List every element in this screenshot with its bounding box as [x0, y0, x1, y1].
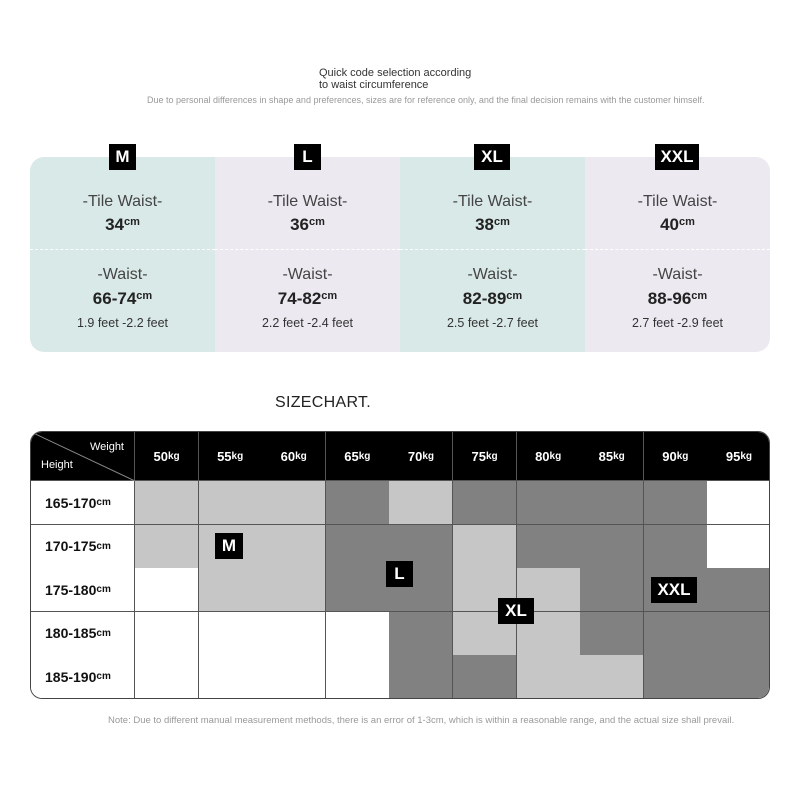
weight-value: 65 [344, 448, 359, 464]
size-cell [644, 612, 708, 656]
weight-header [707, 432, 770, 481]
size-cell [389, 612, 453, 656]
size-card-m [30, 157, 215, 352]
tile-waist-label: -Tile Waist- [267, 193, 348, 210]
weight-unit: kg [295, 450, 307, 462]
size-cell [199, 612, 263, 656]
table-corner-header [31, 432, 135, 481]
chart-size-badge-m: M [215, 533, 243, 559]
chart-size-badge-l: L [386, 561, 413, 587]
tile-waist-label: -Tile Waist- [452, 193, 533, 210]
size-cell [262, 481, 326, 525]
waist-label: -Waist- [282, 266, 333, 283]
weight-unit: kg [549, 450, 562, 462]
chart-size-badge-xxl: XXL [651, 577, 697, 603]
height-unit: cm [96, 497, 111, 509]
height-unit: cm [96, 627, 111, 639]
height-header [31, 525, 135, 569]
weight-header [262, 432, 326, 481]
size-cell [580, 655, 644, 699]
weight-value: 90 [662, 448, 677, 464]
weight-unit: kg [613, 450, 625, 462]
waist-feet: 2.2 feet -2.4 feet [261, 316, 354, 330]
size-chart-table [30, 431, 770, 699]
waist-feet: 2.5 feet -2.7 feet [446, 316, 539, 330]
size-chart-title: SIZECHART. [275, 394, 372, 411]
size-cell [199, 568, 263, 612]
weight-unit: kg [231, 450, 244, 462]
weight-value: 80 [535, 448, 550, 464]
waist-value: $82-89^{cm}$ [462, 289, 523, 308]
weight-header [644, 432, 708, 481]
tile-waist-value: $40^{cm}$ [660, 215, 695, 234]
divider [30, 249, 215, 250]
size-cell [644, 525, 708, 569]
weight-header [453, 432, 517, 481]
size-cell [707, 525, 770, 569]
height-header [31, 481, 135, 525]
tile-waist-value: $34^{cm}$ [105, 215, 140, 234]
divider [585, 249, 770, 250]
weight-unit: kg [358, 450, 371, 462]
height-range: 175-180 [45, 581, 97, 598]
size-cell [135, 525, 199, 569]
waist-feet: 1.9 feet -2.2 feet [76, 316, 169, 330]
weight-value: 60 [280, 448, 296, 464]
height-range: 170-175 [45, 538, 97, 555]
size-cell [453, 525, 517, 569]
intro-title: Quick code selection according to waist circumference [319, 67, 472, 91]
height-range: 165-170 [45, 494, 97, 511]
waist-size-panel [30, 157, 770, 352]
diagonal-line [31, 432, 135, 481]
height-header [31, 568, 135, 612]
size-card-l [215, 157, 400, 352]
size-cell [326, 655, 390, 699]
size-cell [262, 655, 326, 699]
weight-header [199, 432, 263, 481]
weight-value: 70 [407, 448, 423, 464]
waist-feet: 2.7 feet -2.9 feet [631, 316, 724, 330]
weight-header [580, 432, 644, 481]
height-header [31, 655, 135, 699]
height-unit: cm [96, 584, 111, 596]
size-cell [135, 655, 199, 699]
intro-disclaimer: Due to personal differences in shape and preferences, sizes are for reference only, and the final decision remains with the customer himself. [147, 95, 705, 105]
size-cell [326, 525, 390, 569]
size-cell [453, 481, 517, 525]
weight-value: 95 [725, 448, 741, 464]
waist-label: -Waist- [652, 266, 703, 283]
height-header [31, 612, 135, 656]
size-cell [707, 481, 770, 525]
size-cell [580, 481, 644, 525]
waist-value: $74-82^{cm}$ [277, 289, 338, 308]
tile-waist-label: -Tile Waist- [82, 193, 163, 210]
weight-unit: kg [676, 450, 689, 462]
size-card-xxl [585, 157, 770, 352]
size-badge-xl: XL [474, 144, 510, 170]
height-unit: cm [96, 540, 111, 552]
size-cell [580, 525, 644, 569]
waist-label: -Waist- [467, 266, 518, 283]
size-cell [517, 655, 581, 699]
size-cell [580, 612, 644, 656]
size-cell [707, 655, 770, 699]
size-cell [326, 568, 390, 612]
size-cell [199, 481, 263, 525]
size-cell [262, 568, 326, 612]
chart-size-badge-xl: XL [498, 598, 534, 624]
height-range: 185-190 [45, 668, 97, 685]
size-cell [517, 481, 581, 525]
waist-label: -Waist- [97, 266, 148, 283]
size-cell [135, 481, 199, 525]
tile-waist-label: -Tile Waist- [637, 193, 718, 210]
weight-value: 75 [471, 448, 486, 464]
corner-height-label: Height [41, 459, 73, 471]
size-cell [707, 568, 770, 612]
tile-waist-value: $36^{cm}$ [290, 215, 325, 234]
size-cell [644, 655, 708, 699]
size-cell [517, 525, 581, 569]
weight-unit: kg [167, 450, 180, 462]
size-cell [580, 568, 644, 612]
divider [215, 249, 400, 250]
size-cell [262, 525, 326, 569]
height-unit: cm [96, 671, 111, 683]
measurement-note: Note: Due to different manual measurement methods, there is an error of 1-3cm, which is within a reasonable range, and the actual size shall prevail. [108, 715, 735, 726]
size-cell [707, 612, 770, 656]
size-badge-xxl: XXL [655, 144, 699, 170]
size-cell [389, 655, 453, 699]
weight-header [326, 432, 390, 481]
size-cell [389, 481, 453, 525]
size-cell [326, 612, 390, 656]
size-card-xl [400, 157, 585, 352]
corner-weight-label: Weight [89, 441, 124, 453]
size-cell [135, 568, 199, 612]
size-badge-m: M [109, 144, 136, 170]
size-cell [644, 481, 708, 525]
tile-waist-value: $38^{cm}$ [475, 215, 510, 234]
divider [400, 249, 585, 250]
size-cell [453, 655, 517, 699]
height-range: 180-185 [45, 625, 97, 642]
size-cell [199, 655, 263, 699]
size-cell [135, 612, 199, 656]
weight-header [389, 432, 453, 481]
weight-unit: kg [485, 450, 498, 462]
weight-value: 85 [598, 448, 614, 464]
weight-header [517, 432, 581, 481]
weight-value: 50 [153, 448, 168, 464]
weight-value: 55 [217, 448, 232, 464]
size-badge-l: L [294, 144, 321, 170]
weight-unit: kg [422, 450, 434, 462]
waist-value: $66-74^{cm}$ [92, 289, 153, 308]
size-cell [326, 481, 390, 525]
size-cell [262, 612, 326, 656]
weight-unit: kg [740, 450, 752, 462]
waist-value: $88-96^{cm}$ [647, 289, 708, 308]
weight-header [135, 432, 199, 481]
